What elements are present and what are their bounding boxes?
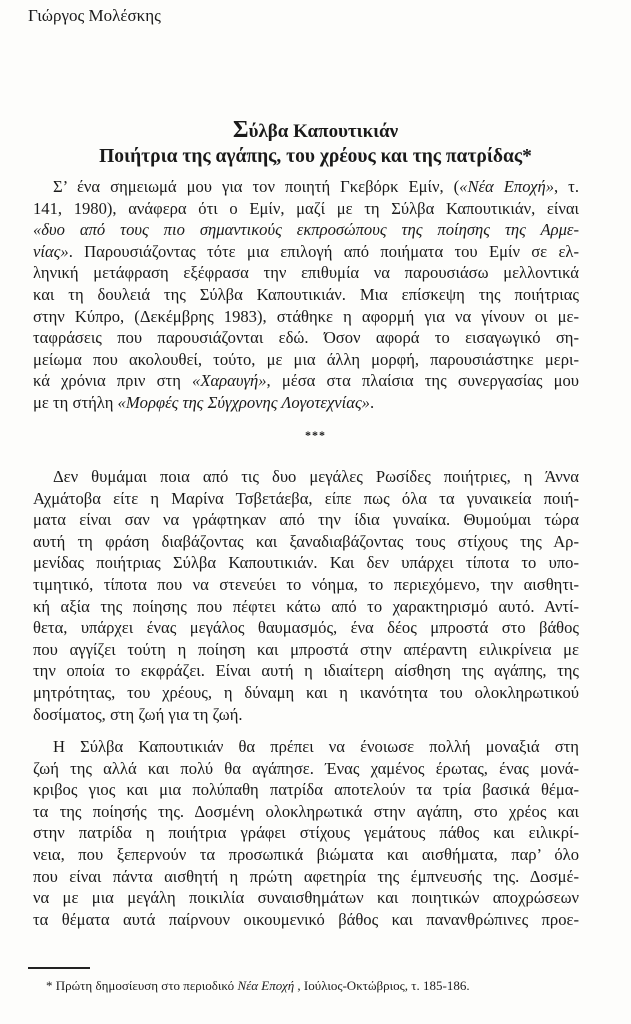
text-run: νεια, που ξεπερνούν τα προσωπικά βιώματα και αισθήματα, παρ’ όλο <box>33 844 579 864</box>
text-run: αυτή τη φράση διαβάζοντας και ξαναδιαβάζοντας τους στίχους της Αρ- <box>33 531 579 551</box>
text-run: μητρότητας, του χρέους, η δύναμη και η ικανότητα του ολοκληρωτικού <box>33 682 579 702</box>
text-line <box>33 909 579 931</box>
text-run: τα της ποίησής της. Δοσμένη ολοκληρωτικά στην αγάπη, στο χρέος και <box>33 801 579 821</box>
text-run: τα θέματα αυτά παίρνουν οικουμενικό βάθος και πανανθρώπινες προε- <box>33 909 579 929</box>
text-run: να με μια μεγάλη ποικιλία συναισθημάτων και ποιητικών αποχρώσεων <box>33 888 579 908</box>
text-run: ματα είναι σαν να γράφτηκαν από την ίδια γυναίκα. Θυμούμαι τώρα <box>33 510 579 530</box>
paragraph-body-2 <box>33 736 579 930</box>
text-run: Η Σύλβα Καπουτικιάν θα πρέπει να ένοιωσε πολλή μοναξιά στη <box>53 737 579 756</box>
text-run: που αγγίζει τούτη η ποίηση και μπροστά στην απέραντη ειλικρίνεια με <box>33 639 579 659</box>
paragraph-intro <box>33 176 579 414</box>
text-run: στην πατρίδα η ποιήτρια γράφει στίχους γεμάτους πάθος και ειλικρί- <box>33 823 579 843</box>
text-line <box>33 552 579 574</box>
text-line <box>33 531 579 553</box>
text-run: ζωή της αλλά και πολύ θα αγάπησε. Ένας χαμένος έρωτας, ένας μονά- <box>33 758 579 778</box>
text-run: , Ιούλιος-Οκτώβριος, τ. 185-186. <box>294 978 470 993</box>
text-run: ληνική μετάφραση εξέφρασα την επιθυμία να παρουσιάσω μελλοντικά <box>33 263 579 283</box>
paragraph-body-1 <box>33 466 579 725</box>
text-line <box>33 866 579 888</box>
footnote <box>46 978 470 994</box>
text-line <box>33 262 579 284</box>
text-line <box>33 306 579 328</box>
text-run: κριβος γιος και μια πολύπαθη πατρίδα αποτελούν τα τρία βασικά θέμα- <box>33 780 579 800</box>
italic-text: «δυο από τους πιο σημαντικούς εκπροσώπους της ποίησης της Αρμε- <box>33 220 579 240</box>
italic-text: «Μορφές της Σύγχρονης Λογοτεχνίας» <box>117 392 370 412</box>
title-initial: Σ <box>232 117 249 143</box>
text-run: , μέσα στα πλαίσια της συνεργασίας μου <box>266 371 579 391</box>
text-line <box>33 682 579 704</box>
text-line <box>33 844 579 866</box>
text-line <box>33 704 579 726</box>
text-run: την οποία το εκφράζει. Είναι αυτή η ιδιαίτερη αίσθηση της αγάπης, της <box>33 661 579 681</box>
text-line <box>33 660 579 682</box>
running-head-author: Γιώργος Μολέσκης <box>28 6 161 25</box>
text-line <box>33 370 579 392</box>
text-run: θετα, υπάρχει ένας μεγάλος θαυμασμός, ένα δέος μπροστά στο βάθος <box>33 618 579 638</box>
text-line <box>33 284 579 306</box>
text-line <box>33 198 579 220</box>
text-run: μείωμα που ακολουθεί, τούτο, με μια άλλη μορφή, παρουσιάστηκε μερι- <box>33 349 579 369</box>
text-run: που είναι πάντα αισθητή η πρώτη αφετηρία της έμπνευσής της. Δοσμέ- <box>33 866 579 886</box>
text-line <box>33 596 579 618</box>
text-line <box>33 822 579 844</box>
article-subtitle: Ποιήτρια της αγάπης, του χρέους και της πατρίδας* <box>99 146 532 167</box>
text-run: . <box>369 392 375 412</box>
text-run: μενίδας ποιήτριας Σύλβα Καπουτικιάν. Και δεν υπάρχει τίποτα το υπο- <box>33 553 579 573</box>
italic-text: «Χαραυγή» <box>192 371 267 391</box>
text-line <box>33 801 579 823</box>
text-line <box>33 758 579 780</box>
section-separator: *** <box>305 428 326 442</box>
text-line <box>33 176 579 198</box>
text-line <box>33 887 579 909</box>
article-title <box>0 117 631 144</box>
text-run: στην Κύπρο, (Δεκέμβρης 1983), στάθηκε η αφορμή για να γίνουν οι με- <box>33 306 579 326</box>
text-run: με τη στήλη <box>33 392 118 412</box>
text-run: Δεν θυμάμαι ποια από τις δυο μεγάλες Ρωσίδες ποιήτριες, η Άννα <box>53 467 579 486</box>
text-run: ταφράσεις που παρουσιάζονται εδώ. Όσον αφορά το εισαγωγικό ση- <box>33 328 579 348</box>
text-line <box>33 736 579 758</box>
text-run: . Παρουσιάζοντας τότε μια επιλογή από ποιήματα του Εμίν σε ελ- <box>68 241 579 261</box>
text-line <box>33 327 579 349</box>
text-line <box>33 574 579 596</box>
text-run: 141, 1980), ανάφερα ότι ο Εμίν, μαζί με τη Σύλβα Καπουτικιάν, είναι <box>33 198 579 218</box>
text-run: κά χρόνια πριν στη <box>33 371 193 391</box>
text-line <box>33 509 579 531</box>
text-run: κή αξία της ποίησης που πέφτει κάτω από το χαρακτηρισμό αυτό. Αντί- <box>33 596 579 616</box>
italic-text: Νέα Εποχή <box>237 978 295 993</box>
text-line <box>33 392 579 414</box>
text-line <box>33 488 579 510</box>
text-line <box>33 639 579 661</box>
text-line <box>33 617 579 639</box>
text-line <box>33 349 579 371</box>
text-run: * Πρώτη δημοσίευση στο περιοδικό <box>46 978 238 993</box>
italic-text: «Νέα Εποχή» <box>459 177 555 196</box>
text-line <box>33 779 579 801</box>
italic-text: νίας» <box>33 241 69 261</box>
text-run: , τ. <box>554 177 579 196</box>
text-line <box>33 219 579 241</box>
text-run: δοσίματος, στη ζωή για τη ζωή. <box>33 704 243 724</box>
text-line <box>33 241 579 263</box>
footnote-rule <box>28 967 90 969</box>
text-run: Αχμάτοβα είτε η Μαρίνα Τσβετάεβα, είπε πως όλα τα γυναικεία ποιή- <box>33 488 579 508</box>
text-run: και τη δουλειά της Σύλβα Καπουτικιάν. Μια επίσκεψη της ποιήτριας <box>33 284 579 304</box>
text-run: τιμητικό, τίποτα που να στενεύει το νόημα, το περιεχόμενο, την αισθητι- <box>33 574 579 594</box>
text-run: Σ’ ένα σημειωμά μου για τον ποιητή Γκεβόρκ Εμίν, ( <box>53 177 460 196</box>
text-line <box>33 466 579 488</box>
title-rest: ύλβα Καπουτικιάν <box>248 121 399 142</box>
